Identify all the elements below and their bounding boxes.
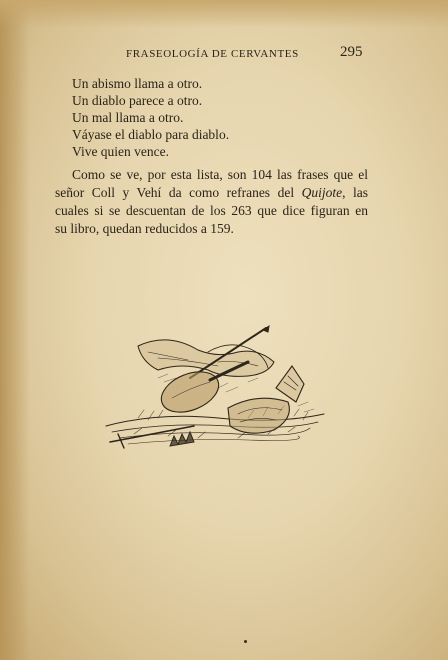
page-number: 295: [340, 44, 363, 60]
paragraph-line: Como se ve, por esta lista, son 104 las frases que el: [72, 167, 368, 182]
paragraph-line: cuales si se descuentan de los 263 que dice figuran en: [55, 203, 368, 218]
book-title-italic: Quijote: [301, 185, 343, 200]
list-item: Un mal llama a otro.: [72, 110, 184, 125]
list-item: Váyase el diablo para diablo.: [72, 127, 230, 142]
paragraph-text: , las: [342, 185, 368, 200]
body-paragraph: [55, 166, 368, 238]
list-item: Un diablo parece a otro.: [72, 93, 203, 108]
list-item: Vive quien vence.: [72, 144, 170, 159]
proverb-list: [72, 75, 229, 160]
paragraph-line: su libro, quedan reducidos a 159.: [55, 221, 234, 236]
page-header: [0, 44, 448, 64]
list-item: Un abismo llama a otro.: [72, 76, 203, 91]
paragraph-line: [55, 184, 368, 202]
paragraph-text: señor Coll y Vehí da como refranes del: [55, 185, 302, 200]
running-head: FRASEOLOGÍA DE CERVANTES: [126, 48, 299, 60]
print-mark: [244, 640, 247, 643]
engraved-vignette-illustration: [98, 322, 330, 470]
